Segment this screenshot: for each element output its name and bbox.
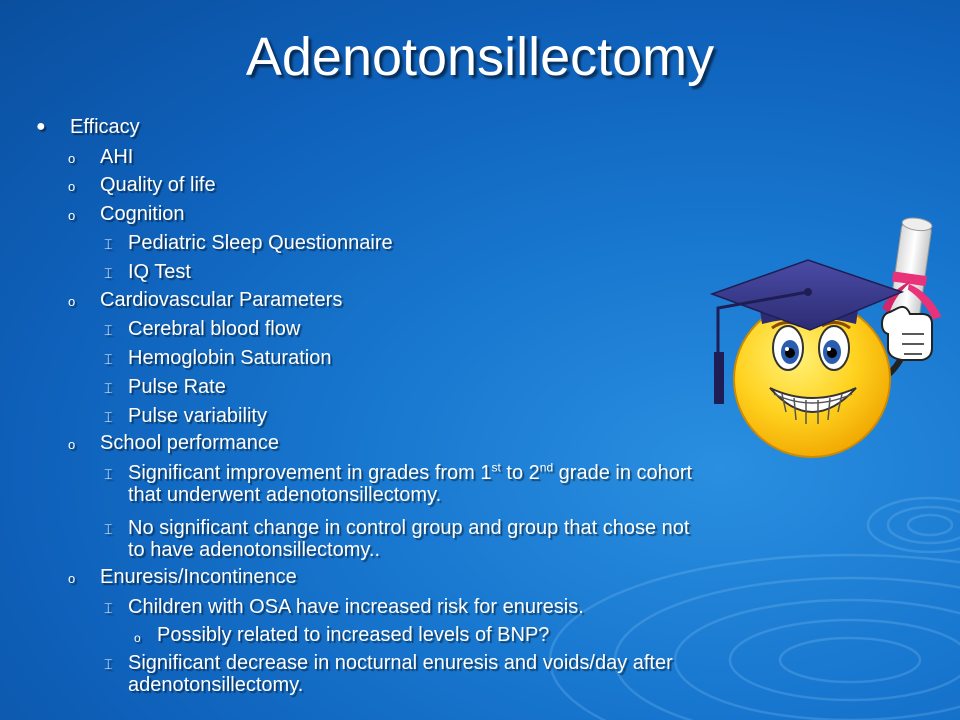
circle-bullet-icon: o — [134, 631, 141, 645]
bullet-text: School performance — [100, 432, 279, 454]
spool-bullet-icon: ⌶ — [104, 409, 113, 425]
bullet-text: Cardiovascular Parameters — [100, 289, 343, 311]
superscript: nd — [539, 460, 554, 475]
spool-bullet-icon: ⌶ — [104, 521, 113, 537]
bullet-text: Children with OSA have increased risk for enuresis. — [128, 596, 584, 618]
bullet-text: Cerebral blood flow — [128, 318, 301, 340]
spool-bullet-icon: ⌶ — [104, 600, 113, 616]
slide-title: Adenotonsillectomy — [245, 27, 715, 87]
bullet-text: Pediatric Sleep Questionnaire — [128, 232, 393, 254]
spool-bullet-icon: ⌶ — [104, 265, 113, 281]
bullet-text: Cognition — [100, 203, 185, 225]
bullet-text: Possibly related to increased levels of BNP? — [157, 624, 550, 646]
bullet-text: IQ Test — [128, 261, 191, 283]
graduate-smiley-illustration — [706, 212, 960, 472]
text-segment: to 2 — [500, 462, 540, 484]
bullet-text: No significant change in control group and group that chose not to have adenotonsillectomy.. — [128, 517, 690, 561]
bullet-text: Significant decrease in nocturnal enuresis and voids/day after adenotonsillectomy. — [128, 652, 673, 696]
text-segment: Significant improvement in grades from 1 — [128, 462, 492, 484]
circle-bullet-icon: o — [68, 571, 76, 586]
spool-bullet-icon: ⌶ — [104, 351, 113, 367]
circle-bullet-icon: o — [68, 151, 76, 166]
spool-bullet-icon: ⌶ — [104, 466, 113, 482]
superscript: st — [491, 460, 501, 475]
disc-bullet-icon: ● — [36, 118, 46, 135]
bullet-text: Pulse Rate — [128, 376, 226, 398]
spool-bullet-icon: ⌶ — [104, 236, 113, 252]
circle-bullet-icon: o — [68, 179, 76, 194]
bullet-text: Hemoglobin Saturation — [128, 347, 332, 369]
bullet-text: AHI — [100, 146, 134, 168]
bullet-text: Quality of life — [100, 174, 216, 196]
circle-bullet-icon: o — [68, 208, 76, 223]
bullet-text — [128, 462, 708, 506]
spool-bullet-icon: ⌶ — [104, 380, 113, 396]
bullet-text: Pulse variability — [128, 405, 267, 427]
bullet-text: Efficacy — [70, 116, 140, 138]
spool-bullet-icon: ⌶ — [104, 322, 113, 338]
bullet-text: Enuresis/Incontinence — [100, 566, 297, 588]
spool-bullet-icon: ⌶ — [104, 656, 113, 672]
circle-bullet-icon: o — [68, 294, 76, 309]
text-segment: grade in cohort that underwent adenotonsillectomy. — [128, 462, 693, 506]
circle-bullet-icon: o — [68, 437, 76, 452]
